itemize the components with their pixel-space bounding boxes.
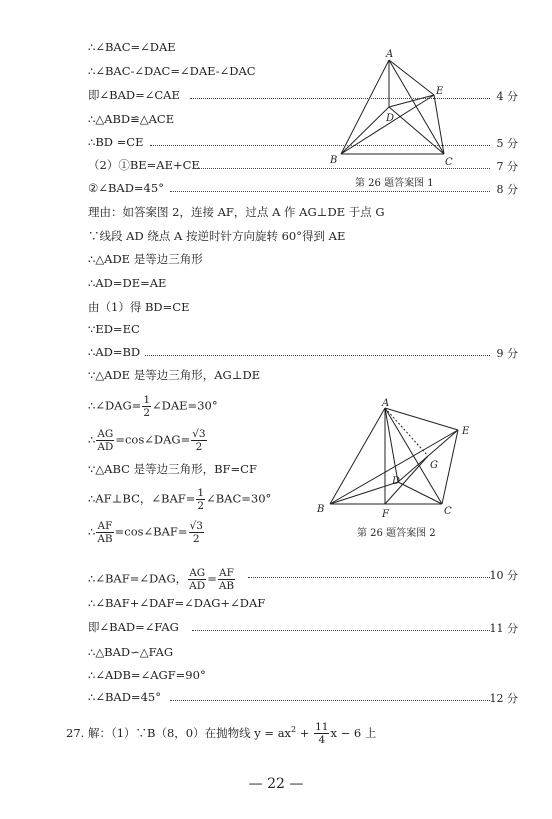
score-marker: 7 分 bbox=[496, 160, 518, 173]
line-text-continued: =cos∠BAF= bbox=[114, 524, 188, 539]
question-text-b: + bbox=[296, 725, 314, 740]
dot-leader bbox=[170, 700, 490, 701]
line-text: ∴AD=DE=AE bbox=[88, 276, 167, 290]
line-text-continued: ∠DAE=30° bbox=[152, 398, 218, 413]
line-text: ∴ bbox=[88, 432, 96, 447]
score-marker: 8 分 bbox=[496, 183, 518, 196]
solution-line bbox=[88, 487, 271, 512]
page-number: — 22 — bbox=[248, 776, 304, 792]
solution-line bbox=[88, 645, 173, 659]
line-text: （2）①BE=AE+CE bbox=[88, 158, 200, 172]
line-text: ∴ bbox=[88, 524, 96, 539]
solution-line bbox=[88, 276, 166, 290]
line-text: 即∠BAD=∠FAG bbox=[88, 620, 179, 634]
fig2-label-d: D bbox=[392, 476, 401, 487]
dot-leader bbox=[145, 355, 490, 356]
line-text: ②∠BAD=45° bbox=[88, 181, 164, 195]
line-text: 理由：如答案图 2，连接 AF，过点 A 作 AG⊥DE 于点 G bbox=[88, 205, 385, 219]
line-text-continued: ∠BAC=30° bbox=[206, 491, 272, 506]
fig1-label-d: D bbox=[386, 113, 395, 124]
denominator: 2 bbox=[197, 500, 205, 512]
line-text: ∴△BAD∽△FAG bbox=[88, 645, 174, 659]
score-marker: 5 分 bbox=[496, 137, 518, 150]
dot-leader bbox=[248, 577, 490, 578]
dot-leader bbox=[170, 191, 490, 192]
solution-line bbox=[88, 520, 205, 545]
denominator: AB bbox=[97, 533, 113, 545]
score-marker: 12 分 bbox=[489, 692, 518, 705]
denominator: 2 bbox=[143, 407, 150, 419]
numerator: √3 bbox=[189, 520, 203, 532]
line-text: ∴AD=BD bbox=[88, 345, 141, 359]
line-text-continued: = bbox=[207, 571, 217, 586]
question-27 bbox=[66, 716, 376, 747]
dot-leader bbox=[193, 168, 490, 169]
fraction bbox=[191, 428, 206, 453]
line-text: 由（1）得 BD=CE bbox=[88, 300, 190, 314]
score-marker: 9 分 bbox=[496, 347, 518, 360]
numerator: AG bbox=[189, 567, 206, 579]
fig1-label-b: B bbox=[330, 155, 338, 166]
score-marker: 10 分 bbox=[489, 569, 518, 582]
numerator: √3 bbox=[192, 428, 206, 440]
score-marker: 11 分 bbox=[489, 622, 518, 635]
fig1-label-c: C bbox=[445, 157, 453, 168]
line-text: ∴∠BAC=∠DAE bbox=[88, 40, 176, 54]
fraction bbox=[196, 487, 205, 512]
question-number: 27. bbox=[66, 725, 85, 740]
line-text: ∴∠BAF=∠DAG， bbox=[88, 571, 188, 586]
solution-line bbox=[88, 368, 260, 382]
solution-line bbox=[88, 690, 161, 704]
figure-2-caption: 第 26 题答案图 2 bbox=[357, 528, 436, 539]
fraction bbox=[96, 428, 114, 453]
line-text: ∴∠DAG= bbox=[88, 398, 142, 413]
solution-line bbox=[88, 252, 203, 266]
fig2-label-e: E bbox=[462, 426, 470, 437]
denominator: 2 bbox=[195, 441, 203, 453]
solution-line bbox=[88, 620, 179, 634]
line-text: ∴∠BAC-∠DAC=∠DAE-∠DAC bbox=[88, 64, 256, 78]
line-text: ∴∠ADB=∠AGF=90° bbox=[88, 668, 206, 682]
fig2-label-c: C bbox=[444, 506, 452, 517]
line-text: ∵线段 AD 绕点 A 按逆时针方向旋转 60°得到 AE bbox=[88, 229, 346, 243]
denominator: AD bbox=[97, 441, 114, 453]
denominator: AB bbox=[218, 580, 235, 592]
score-marker: 4 分 bbox=[496, 90, 518, 103]
solution-line bbox=[88, 112, 174, 126]
solution-line bbox=[88, 205, 385, 219]
solution-line bbox=[88, 300, 189, 314]
solution-line bbox=[88, 596, 265, 610]
fraction-11-4: $\frac{11}{4}$ bbox=[315, 721, 329, 747]
fig2-label-b: B bbox=[317, 504, 325, 515]
line-text-continued: =cos∠DAG= bbox=[115, 432, 191, 447]
dot-leader bbox=[190, 98, 490, 99]
numerator: 1 bbox=[197, 487, 205, 499]
solution-line bbox=[88, 462, 257, 476]
solution-line bbox=[88, 345, 140, 359]
line-text: ∵ED=EC bbox=[88, 322, 140, 336]
line-text: ∴△ADE 是等边三角形 bbox=[88, 252, 203, 266]
dot-leader bbox=[150, 145, 490, 146]
solution-line bbox=[88, 181, 164, 195]
line-text: ∴∠BAF+∠DAF=∠DAG+∠DAF bbox=[88, 596, 266, 610]
fraction bbox=[96, 520, 113, 545]
line-text: ∴△ABD≌△ACE bbox=[88, 112, 175, 126]
exponent: 2 bbox=[291, 725, 297, 734]
denominator: AD bbox=[189, 580, 206, 592]
numerator: AG bbox=[97, 428, 114, 440]
solution-line bbox=[88, 668, 206, 682]
numerator: AF bbox=[97, 520, 113, 532]
numerator: 1 bbox=[143, 394, 150, 406]
fraction bbox=[142, 394, 151, 419]
solution-line bbox=[88, 394, 218, 419]
line-text: ∴AF⊥BC，∠BAF= bbox=[88, 491, 196, 506]
fig2-label-g: G bbox=[430, 460, 438, 471]
line-text: ∴∠BAD=45° bbox=[88, 690, 161, 704]
line-text: ∵△ABC 是等边三角形，BF=CF bbox=[88, 462, 257, 476]
fraction bbox=[189, 520, 204, 545]
solution-line bbox=[88, 567, 236, 592]
fig1-label-a: A bbox=[386, 49, 394, 60]
solution-line bbox=[88, 64, 256, 78]
fraction bbox=[218, 567, 235, 592]
figure-1-caption: 第 26 题答案图 1 bbox=[355, 178, 434, 189]
solution-line bbox=[88, 428, 208, 453]
solution-line bbox=[88, 322, 140, 336]
fig2-label-f: F bbox=[382, 509, 389, 520]
fig2-label-a: A bbox=[382, 398, 390, 409]
line-text: ∴BD =CE bbox=[88, 135, 144, 149]
solution-line bbox=[88, 229, 345, 243]
figure-26-answer-1 bbox=[325, 45, 465, 170]
solution-line bbox=[88, 135, 143, 149]
solution-line bbox=[88, 40, 176, 54]
line-text: 即∠BAD=∠CAE bbox=[88, 88, 180, 102]
solution-line bbox=[88, 88, 180, 102]
denominator: 2 bbox=[192, 533, 200, 545]
line-text: ∵△ADE 是等边三角形，AG⊥DE bbox=[88, 368, 261, 382]
fig1-label-e: E bbox=[436, 86, 444, 97]
dot-leader bbox=[192, 630, 490, 631]
solution-line bbox=[88, 158, 200, 172]
numerator: AF bbox=[219, 567, 234, 579]
question-text-c: x − 6 上 bbox=[330, 725, 377, 740]
fraction bbox=[188, 567, 206, 592]
figure-26-answer-2 bbox=[310, 396, 485, 526]
question-text-a: 解：（1）∵B（8，0）在抛物线 y = ax bbox=[87, 725, 292, 740]
